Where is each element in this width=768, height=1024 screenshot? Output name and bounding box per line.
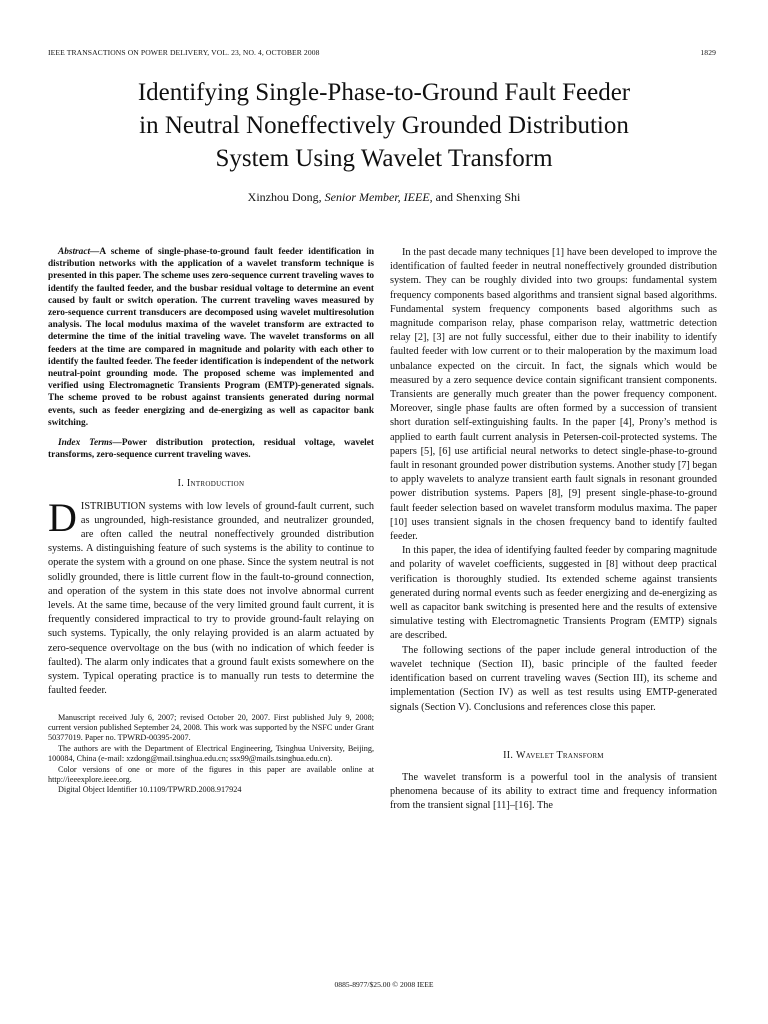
index-terms-text: Power distribution protection, residual voltage, wavelet transforms, zero-sequence current traveling waves. — [48, 438, 374, 461]
journal-header: IEEE TRANSACTIONS ON POWER DELIVERY, VOL. 23, NO. 4, OCTOBER 2008 — [48, 48, 320, 57]
abstract-text: A scheme of single-phase-to-ground fault feeder identification in distribution networks with the application of a wavelet transform technique is presented in this paper. The scheme uses zero-sequence current traveling waves to identify the faulted feeder, and the busbar residual voltage to determine an event caused by fault or switch operation. The current traveling waves measured by zero-sequence current transducers are decomposed using wavelet multiresolution analysis. The local modulus maxima of the wavelet transform are extracted to determine the time of the initial traveling wave. The wavelet transforms on all feeders at the time are compared in magnitude and polarity with each other to identify the faulted feeder. The feeder identification is independent of the network neutral-point grounding mode. The proposed scheme was implemented and verified using Electromagnetic Transients Program (EMTP)-generated signals. The scheme proved to be robust against transients generated during normal events, such as feeder energizing and de-energizing as well as capacitor bank switching. — [48, 247, 374, 428]
section-heading-wavelet — [390, 749, 717, 763]
footnote-authors: The authors are with the Department of Electrical Engineering, Tsinghua University, Beijing, 100084, China (e-mail: xzdong@mail.tsinghua.edu.cn; ssx99@mails.tsinghua.edu.cn). — [48, 743, 374, 764]
title-line-3: System Using Wavelet Transform — [215, 145, 553, 172]
paragraph-wavelet: The wavelet transform is a powerful tool in the analysis of transient phenomena because of its ability to extract time and frequency information from the transient signal [11]–[16]. The — [390, 771, 717, 812]
author-line — [0, 190, 768, 205]
intro-first-word: ISTRIBUTION — [80, 500, 146, 512]
left-column — [48, 246, 374, 796]
paragraph-this-paper: In this paper, the idea of identifying faulted feeder by comparing magnitude and polarity of wavelet coefficients, suggested in [8] without deep practical verification is thoroughly studied. Its extended scheme against transients generated during normal events such as feeder energizing and de-energizing as well as capacitor bank switching is presented here and the results of extensive simulative testing with Electromagnetic Transients Program (EMTP) signals are described. — [390, 545, 717, 642]
author-1-role: Senior Member, IEEE, — [324, 190, 433, 204]
section-1-numeral: I. — [177, 478, 185, 490]
introduction-body — [48, 494, 374, 699]
abstract-label: Abstract— — [58, 247, 100, 257]
index-terms — [48, 437, 374, 461]
copyright-footer: 0885-8977/$25.00 © 2008 IEEE — [334, 980, 434, 989]
paper-title — [40, 76, 728, 175]
author-connector: and — [435, 190, 453, 204]
abstract — [48, 246, 374, 429]
section-1-title: Introduction — [186, 478, 245, 490]
section-2-title: Wavelet Transform — [516, 749, 604, 761]
section-heading-introduction — [48, 477, 374, 491]
footnote-color: Color versions of one or more of the figures in this paper are available online at http://ieeexplore.ieee.org. — [48, 764, 374, 784]
footnote-doi: Digital Object Identifier 10.1109/TPWRD.2008.917924 — [58, 785, 242, 795]
section-2-numeral: II. — [503, 749, 514, 761]
title-line-2: in Neutral Noneffectively Grounded Distribution — [139, 112, 629, 139]
author-2: Shenxing Shi — [455, 190, 521, 204]
drop-cap: D — [48, 494, 77, 540]
index-terms-label: Index Terms— — [58, 438, 122, 449]
title-line-1: Identifying Single-Phase-to-Ground Fault Feeder — [137, 79, 631, 106]
footnote-manuscript: Manuscript received July 6, 2007; revised October 20, 2007. First published July 9, 2008; current version published September 24, 2008. This work was supported by the NSFC under Grant 50377019. Paper no. TPWRD-00395-2007. — [48, 712, 374, 743]
introduction-paragraph — [48, 494, 374, 699]
author-1: Xinzhou Dong, — [247, 190, 322, 204]
page-number: 1829 — [700, 48, 716, 57]
paragraph-prior-work: In the past decade many techniques [1] have been developed to improve the identification of faulted feeder in neutral noneffectively grounded distribution system. They can be roughly divided into two groups: fundamental system frequency components based algorithms and transient signal based algorithms. Fundamental system frequency components based algorithms such as magnitude comparison relay, phase comparison relay, wattmetric detection relay [2], [3] are not fully successful, either due to their inability to identify faulted feeder with low current or to their maloperation by the maximum load unbalance expected on the circuit. In fact, the signals which would be measured by a zero sequence device contain significant transient components. Transients are generally much greater than the power frequency component. Moreover, single phase faults are often formed by a succession of transient short duration self-extinguishing faults. In the paper [4], Prony’s method is applied to earth fault current analysis in Petersen-coil-protected systems. The papers [5], [6] use artificial neural networks to detect single-phase-to-ground fault in resonant grounded power distribution systems. Another study [7] began to apply wavelets to analyze transient earth fault signals in resonant grounded power distribution systems. Papers [8], [9] present single-phase-to-ground fault feeder selection based on wavelet transform modulus maxima. The paper [10] uses transient signals in the chosen frequency band to identify faulted feeder. — [390, 247, 717, 543]
right-column — [390, 246, 717, 814]
footnotes — [48, 713, 374, 796]
intro-text: systems with low levels of ground-fault current, such as ungrounded, high-resistance grounded, and neutralizer grounded, are often called the neutral noneffectively grounded distribution systems. A distinguishing feature of such systems is the ability to continue to operate the system with a ground on one phase. Since the system neutral is not solidly grounded, there is little current flow in the fault-to-ground connection, and operation of the system in this state does not involve abnormal current levels. At the same time, because of the very limited ground fault current, it is frequently considered impractical to try to provide ground-fault relaying on such systems. Typically, the only relaying provided is an alarm actuated by zero-sequence overvoltage on the bus (with no indication of which feeder is faulted). The alarm only indicates that a ground fault exists somewhere on the system. Typical operating practice is to manually run tests to determine the faulted feeder. — [48, 500, 374, 697]
running-head — [48, 48, 716, 57]
paragraph-outline: The following sections of the paper include general introduction of the wavelet technique (Section II), basic principle of the faulted feeder identification based on current traveling waves (Section III), its scheme and implementation (Section IV) as well as test results using EMTP-generated signals (Section V). Conclusions and references close this paper. — [390, 644, 717, 713]
